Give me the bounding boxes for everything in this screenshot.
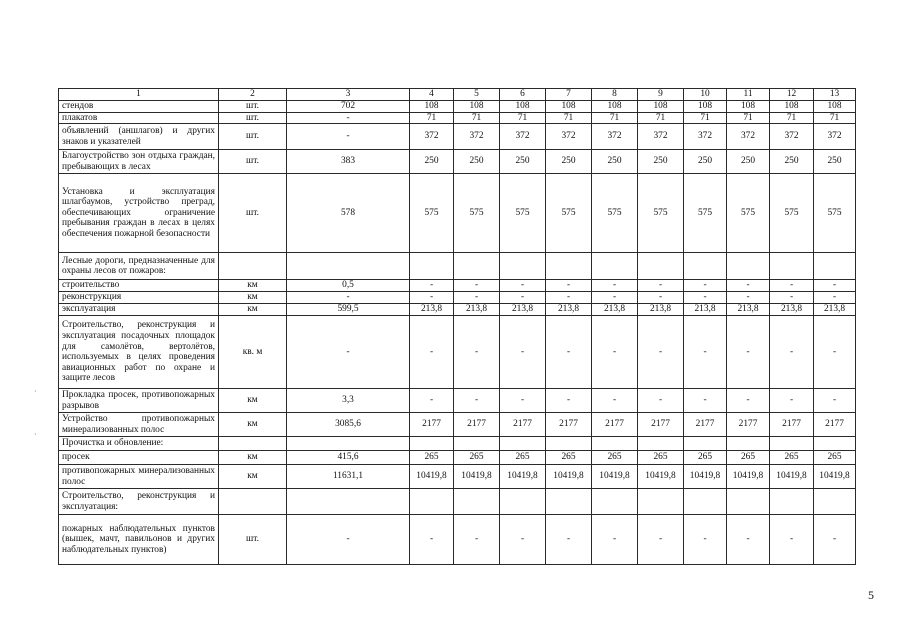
value-cell: [546, 253, 592, 280]
value-cell: 575: [546, 174, 592, 253]
value-cell: 372: [770, 124, 814, 150]
header-cell: 8: [592, 89, 638, 101]
unit-cell: км: [219, 304, 287, 316]
value-cell: 71: [727, 112, 770, 124]
value-cell: [638, 437, 684, 451]
value-cell: 213,8: [770, 304, 814, 316]
value-cell: 108: [592, 101, 638, 113]
row-name-cell: Лесные дороги, предназначенные для охраны лесов от пожаров:: [59, 253, 219, 280]
value-cell: 265: [770, 451, 814, 465]
value-cell: 213,8: [638, 304, 684, 316]
value-cell: 372: [546, 124, 592, 150]
value-cell: -: [814, 280, 856, 292]
table-row: [59, 174, 856, 253]
row-name-cell: Благоустройство зон отдыха граждан, пребывающих в лесах: [59, 150, 219, 174]
unit-cell: км: [219, 465, 287, 489]
value-cell: -: [592, 280, 638, 292]
value-cell: 372: [410, 124, 454, 150]
table-row: [59, 316, 856, 389]
table-row: [59, 451, 856, 465]
value-cell: -: [410, 316, 454, 389]
value-cell: -: [454, 316, 500, 389]
value-cell: 250: [546, 150, 592, 174]
value-cell: [454, 437, 500, 451]
value-cell: [454, 253, 500, 280]
value-cell: -: [592, 292, 638, 304]
value-cell: 265: [546, 451, 592, 465]
value-cell: 10419,8: [814, 465, 856, 489]
total-cell: 415,6: [287, 451, 410, 465]
value-cell: 2177: [500, 413, 546, 437]
unit-cell: км: [219, 451, 287, 465]
value-cell: 108: [500, 101, 546, 113]
value-cell: 71: [410, 112, 454, 124]
value-cell: 250: [684, 150, 727, 174]
unit-cell: шт.: [219, 174, 287, 253]
value-cell: 10419,8: [684, 465, 727, 489]
value-cell: [684, 489, 727, 515]
margin-mark: ·: [34, 430, 37, 439]
value-cell: [684, 437, 727, 451]
unit-cell: шт.: [219, 150, 287, 174]
value-cell: -: [814, 515, 856, 565]
value-cell: -: [546, 389, 592, 413]
value-cell: 10419,8: [546, 465, 592, 489]
value-cell: [410, 489, 454, 515]
value-cell: 108: [770, 101, 814, 113]
value-cell: 2177: [770, 413, 814, 437]
value-cell: [638, 253, 684, 280]
table-row: [59, 101, 856, 113]
value-cell: -: [638, 280, 684, 292]
total-cell: -: [287, 316, 410, 389]
value-cell: 372: [684, 124, 727, 150]
value-cell: 575: [684, 174, 727, 253]
value-cell: -: [684, 389, 727, 413]
value-cell: -: [546, 515, 592, 565]
row-name-cell: объявлений (аншлагов) и других знаков и указателей: [59, 124, 219, 150]
row-name-cell: реконструкция: [59, 292, 219, 304]
value-cell: -: [410, 515, 454, 565]
value-cell: 265: [814, 451, 856, 465]
table-header-row: [59, 89, 856, 101]
value-cell: -: [454, 280, 500, 292]
value-cell: 250: [638, 150, 684, 174]
value-cell: 372: [454, 124, 500, 150]
value-cell: 213,8: [500, 304, 546, 316]
value-cell: 372: [638, 124, 684, 150]
row-name-cell: противопожарных минерализованных полос: [59, 465, 219, 489]
value-cell: -: [684, 280, 727, 292]
value-cell: -: [770, 515, 814, 565]
header-cell: 12: [770, 89, 814, 101]
value-cell: 108: [684, 101, 727, 113]
value-cell: 575: [727, 174, 770, 253]
header-cell: 7: [546, 89, 592, 101]
value-cell: 10419,8: [770, 465, 814, 489]
value-cell: -: [727, 316, 770, 389]
value-cell: -: [454, 389, 500, 413]
total-cell: [287, 253, 410, 280]
table-row: [59, 124, 856, 150]
value-cell: 372: [500, 124, 546, 150]
value-cell: -: [638, 292, 684, 304]
unit-cell: [219, 253, 287, 280]
value-cell: 71: [684, 112, 727, 124]
value-cell: 575: [410, 174, 454, 253]
value-cell: 10419,8: [592, 465, 638, 489]
row-name-cell: стендов: [59, 101, 219, 113]
value-cell: -: [546, 280, 592, 292]
unit-cell: [219, 437, 287, 451]
value-cell: 2177: [684, 413, 727, 437]
margin-mark: ·: [34, 387, 37, 396]
table-row: [59, 489, 856, 515]
unit-cell: км: [219, 389, 287, 413]
header-cell: 13: [814, 89, 856, 101]
row-name-cell: строительство: [59, 280, 219, 292]
table-row: [59, 253, 856, 280]
value-cell: 265: [500, 451, 546, 465]
value-cell: 213,8: [546, 304, 592, 316]
value-cell: 575: [770, 174, 814, 253]
value-cell: -: [500, 292, 546, 304]
unit-cell: шт.: [219, 101, 287, 113]
value-cell: -: [770, 280, 814, 292]
row-name-cell: пожарных наблюдательных пунктов (вышек, мачт, павильонов и других наблюдательных пунктов): [59, 515, 219, 565]
value-cell: -: [684, 292, 727, 304]
table-row: [59, 465, 856, 489]
value-cell: -: [410, 389, 454, 413]
value-cell: 265: [410, 451, 454, 465]
total-cell: 578: [287, 174, 410, 253]
value-cell: 575: [454, 174, 500, 253]
value-cell: [592, 489, 638, 515]
total-cell: [287, 437, 410, 451]
table-row: [59, 389, 856, 413]
value-cell: -: [684, 316, 727, 389]
value-cell: 250: [814, 150, 856, 174]
value-cell: 250: [454, 150, 500, 174]
value-cell: 265: [727, 451, 770, 465]
value-cell: -: [454, 292, 500, 304]
row-name-cell: просек: [59, 451, 219, 465]
value-cell: 108: [454, 101, 500, 113]
value-cell: [500, 437, 546, 451]
value-cell: [500, 253, 546, 280]
value-cell: 250: [727, 150, 770, 174]
value-cell: -: [814, 389, 856, 413]
page-number: 5: [868, 588, 874, 602]
value-cell: [410, 437, 454, 451]
row-name-cell: Установка и эксплуатация шлагбаумов, устройство преград, обеспечивающих ограничение пребывания граждан в лесах в целях обеспечения пожарной безопасности: [59, 174, 219, 253]
value-cell: [592, 253, 638, 280]
value-cell: 213,8: [454, 304, 500, 316]
value-cell: [727, 437, 770, 451]
unit-cell: кв. м: [219, 316, 287, 389]
value-cell: [814, 489, 856, 515]
table-row: [59, 292, 856, 304]
total-cell: 3085,6: [287, 413, 410, 437]
value-cell: -: [592, 316, 638, 389]
value-cell: 71: [638, 112, 684, 124]
value-cell: 108: [546, 101, 592, 113]
table-row: [59, 112, 856, 124]
value-cell: 2177: [454, 413, 500, 437]
value-cell: [770, 489, 814, 515]
value-cell: [546, 489, 592, 515]
value-cell: -: [500, 316, 546, 389]
value-cell: 575: [592, 174, 638, 253]
total-cell: -: [287, 124, 410, 150]
value-cell: 575: [814, 174, 856, 253]
value-cell: [410, 253, 454, 280]
value-cell: 108: [410, 101, 454, 113]
value-cell: 213,8: [684, 304, 727, 316]
value-cell: -: [592, 515, 638, 565]
value-cell: 2177: [546, 413, 592, 437]
value-cell: 213,8: [727, 304, 770, 316]
value-cell: 71: [814, 112, 856, 124]
value-cell: 265: [592, 451, 638, 465]
value-cell: -: [770, 389, 814, 413]
table-row: [59, 413, 856, 437]
value-cell: 10419,8: [727, 465, 770, 489]
value-cell: 213,8: [410, 304, 454, 316]
value-cell: 108: [814, 101, 856, 113]
total-cell: -: [287, 292, 410, 304]
table-row: [59, 515, 856, 565]
value-cell: -: [684, 515, 727, 565]
value-cell: -: [410, 292, 454, 304]
value-cell: [546, 437, 592, 451]
value-cell: -: [500, 515, 546, 565]
value-cell: [814, 253, 856, 280]
row-name-cell: Прокладка просек, противопожарных разрывов: [59, 389, 219, 413]
value-cell: 2177: [592, 413, 638, 437]
value-cell: 10419,8: [454, 465, 500, 489]
value-cell: 265: [454, 451, 500, 465]
value-cell: -: [770, 292, 814, 304]
table-row: [59, 304, 856, 316]
total-cell: 383: [287, 150, 410, 174]
value-cell: [454, 489, 500, 515]
value-cell: -: [592, 389, 638, 413]
value-cell: -: [727, 280, 770, 292]
table-body: [59, 89, 856, 565]
value-cell: -: [638, 515, 684, 565]
value-cell: -: [727, 389, 770, 413]
header-cell: 6: [500, 89, 546, 101]
value-cell: 372: [814, 124, 856, 150]
total-cell: 0,5: [287, 280, 410, 292]
unit-cell: шт.: [219, 515, 287, 565]
unit-cell: шт.: [219, 124, 287, 150]
value-cell: 2177: [727, 413, 770, 437]
value-cell: 575: [500, 174, 546, 253]
row-name-cell: плакатов: [59, 112, 219, 124]
value-cell: 575: [638, 174, 684, 253]
value-cell: [638, 489, 684, 515]
header-cell: 5: [454, 89, 500, 101]
value-cell: 10419,8: [500, 465, 546, 489]
value-cell: 10419,8: [410, 465, 454, 489]
header-cell: 3: [287, 89, 410, 101]
value-cell: [727, 489, 770, 515]
header-cell: 1: [59, 89, 219, 101]
value-cell: 250: [592, 150, 638, 174]
row-name-cell: Строительство, реконструкция и эксплуатация:: [59, 489, 219, 515]
value-cell: 71: [592, 112, 638, 124]
value-cell: -: [500, 389, 546, 413]
value-cell: 108: [727, 101, 770, 113]
total-cell: [287, 489, 410, 515]
value-cell: 250: [770, 150, 814, 174]
total-cell: 599,5: [287, 304, 410, 316]
value-cell: -: [638, 389, 684, 413]
value-cell: 213,8: [592, 304, 638, 316]
header-cell: 4: [410, 89, 454, 101]
data-table: [58, 88, 856, 565]
value-cell: -: [770, 316, 814, 389]
value-cell: 250: [410, 150, 454, 174]
header-cell: 2: [219, 89, 287, 101]
value-cell: [592, 437, 638, 451]
value-cell: -: [454, 515, 500, 565]
value-cell: 372: [592, 124, 638, 150]
unit-cell: шт.: [219, 112, 287, 124]
total-cell: 11631,1: [287, 465, 410, 489]
value-cell: 2177: [638, 413, 684, 437]
value-cell: -: [546, 316, 592, 389]
row-name-cell: Устройство противопожарных минерализованных полос: [59, 413, 219, 437]
value-cell: [814, 437, 856, 451]
row-name-cell: эксплуатация: [59, 304, 219, 316]
value-cell: 10419,8: [638, 465, 684, 489]
value-cell: -: [814, 292, 856, 304]
header-cell: 10: [684, 89, 727, 101]
header-cell: 9: [638, 89, 684, 101]
row-name-cell: Строительство, реконструкция и эксплуатация посадочных площадок для самолётов, вертолётов, используемых в целях проведения авиационных работ по охране и защите лесов: [59, 316, 219, 389]
value-cell: 265: [684, 451, 727, 465]
value-cell: -: [814, 316, 856, 389]
value-cell: 250: [500, 150, 546, 174]
unit-cell: км: [219, 413, 287, 437]
value-cell: 2177: [814, 413, 856, 437]
value-cell: 265: [638, 451, 684, 465]
value-cell: -: [727, 292, 770, 304]
row-name-cell: Прочистка и обновление:: [59, 437, 219, 451]
value-cell: 2177: [410, 413, 454, 437]
value-cell: -: [410, 280, 454, 292]
value-cell: -: [546, 292, 592, 304]
unit-cell: км: [219, 280, 287, 292]
value-cell: 71: [546, 112, 592, 124]
total-cell: -: [287, 112, 410, 124]
table-row: [59, 150, 856, 174]
total-cell: 702: [287, 101, 410, 113]
value-cell: -: [727, 515, 770, 565]
value-cell: 71: [770, 112, 814, 124]
table-row: [59, 437, 856, 451]
table-row: [59, 280, 856, 292]
value-cell: -: [500, 280, 546, 292]
value-cell: 71: [454, 112, 500, 124]
header-cell: 11: [727, 89, 770, 101]
value-cell: 108: [638, 101, 684, 113]
value-cell: [500, 489, 546, 515]
value-cell: 372: [727, 124, 770, 150]
total-cell: -: [287, 515, 410, 565]
unit-cell: [219, 489, 287, 515]
value-cell: 71: [500, 112, 546, 124]
value-cell: 213,8: [814, 304, 856, 316]
unit-cell: км: [219, 292, 287, 304]
value-cell: -: [638, 316, 684, 389]
value-cell: [684, 253, 727, 280]
total-cell: 3,3: [287, 389, 410, 413]
value-cell: [727, 253, 770, 280]
value-cell: [770, 437, 814, 451]
value-cell: [770, 253, 814, 280]
